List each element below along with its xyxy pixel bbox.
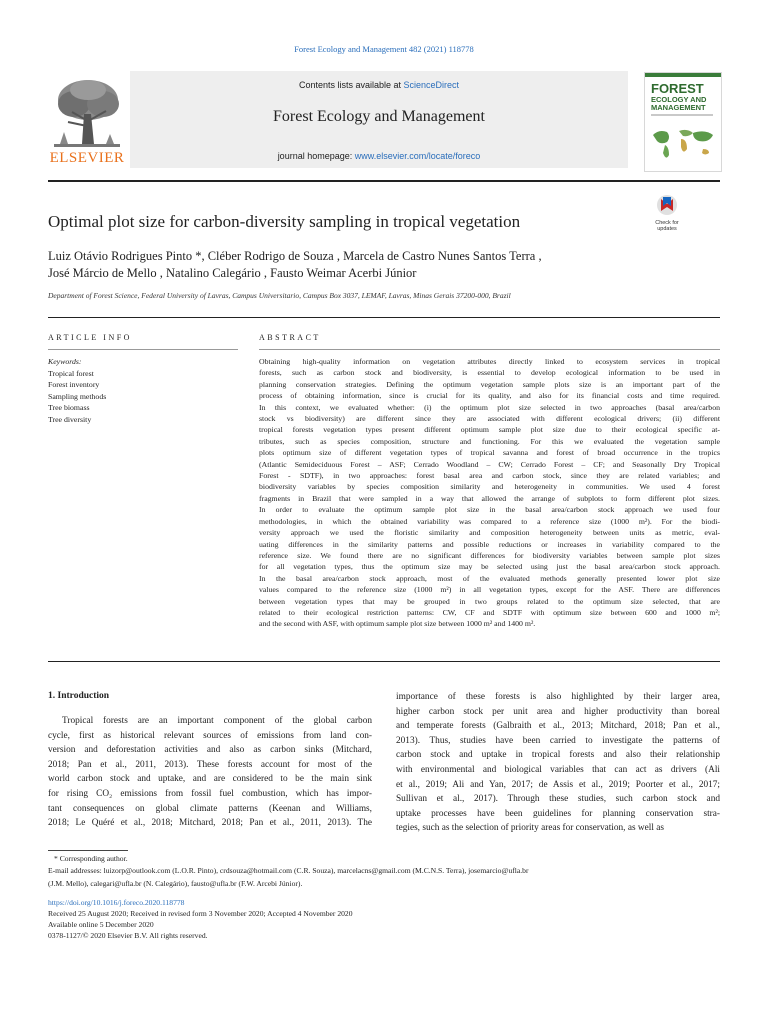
- body-line: tegies, such as the selection of priority areas for conservation, as well as: [396, 823, 664, 834]
- author-list[interactable]: José Márcio de Mello , Natalino Calegário , Fausto Weimar Acerbi Júnior: [48, 266, 417, 280]
- body-line: 2018; Pan et al., 2011, 2013). These forests account for most of the: [48, 759, 372, 770]
- body-line: 2013). Thus, studies have been carried to investigate the patterns of: [396, 735, 720, 746]
- footnote-divider: [48, 850, 128, 851]
- email-addresses[interactable]: (J.M. Mello), calegari@ufla.br (N. Calegário), fausto@ufla.br (F.W. Arcebi Júnior).: [48, 878, 303, 888]
- article-title: Optimal plot size for carbon-diversity sampling in tropical vegetation: [48, 212, 521, 231]
- available-online: Available online 5 December 2020: [48, 920, 154, 929]
- body-line: uptake processes have been guidelines for planning conservation stra-: [396, 808, 720, 819]
- abstract-line: In the basal area/carbon stock approach, most of the evaluated methods generally presented lower plot size: [259, 573, 720, 583]
- author-affiliation: Department of Forest Science, Federal University of Lavras, Campus Universitario, Campus Box 3037, LEMAF, Lavras, Minas Gerais 37200-000, Brazil: [48, 291, 511, 300]
- publication-info: [48, 897, 720, 941]
- keywords-label: Keywords:: [48, 357, 82, 366]
- body-line: higher carbon stock per unit area and higher productivity than boreal: [396, 706, 720, 717]
- abstract-text: [259, 356, 720, 630]
- abstract-line: for all vegetation types, thus the optimum size may be selected using just the basal area/carbon stock approach.: [259, 562, 720, 572]
- email-addresses[interactable]: E-mail addresses: luizorp@outlook.com (L.O.R. Pinto), crdsouza@hotmail.com (C.R. Souza), marcelacns@gmail.com (M.C.N.S. Terra), josemarcio@ufla.br: [48, 866, 529, 876]
- abstract-line: values compared to the reference size (1000 m²) in all vegetation types, except for the ASF. There are differences: [259, 585, 720, 595]
- abstract-line: In order to evaluate the optimum sample plot size in the basal area/carbon stock approach we used four: [259, 505, 720, 515]
- homepage-line: [130, 151, 628, 161]
- keywords-block: [48, 356, 238, 425]
- journal-title[interactable]: Forest Ecology and Management: [273, 108, 485, 125]
- abstract-line: stock vs biodiversity) are different since they are associated with different ecological drivers; (ii) different: [259, 414, 720, 424]
- keyword-item: Forest inventory: [48, 380, 100, 389]
- abstract-line: methodologies, in which the obtained variability was compared to a reference size (1000 m²). For the biodi-: [259, 516, 720, 526]
- body-line: 2018; Le Quéré et al., 2018; Mitchard, 2018; Pan et al., 2011, 2013). The: [48, 818, 372, 829]
- abstract-line: forests, such as carbon stock and biodiversity, is essential to develop ecological information to be used in: [259, 368, 720, 378]
- body-line: and temperate forests (Galbraith et al., 2013; Mitchard, 2018; Pan et al.,: [396, 721, 720, 732]
- abstract-line: planning conservation strategies. Defining the optimum vegetation sample plots size is an important part of the: [259, 379, 720, 389]
- body-line: version and deforestation activities and also as carbon sinks (Mitchard,: [48, 745, 372, 756]
- abstract-line: tributes, such as species composition, structure and functioning. For this we evaluated the vegetation sample: [259, 436, 720, 446]
- cover-top-stripe: [645, 73, 721, 77]
- abstract-line: biodiversity variables by species composition similarity and heterogeneity in communities. We used 4 forest: [259, 482, 720, 492]
- author-list[interactable]: Luiz Otávio Rodrigues Pinto *, Cléber Rodrigo de Souza , Marcela de Castro Nunes Santos Terra ,: [48, 249, 542, 263]
- body-line: with environmental and biological variables that can act as drivers (Ali: [396, 764, 720, 775]
- keyword-item: Sampling methods: [48, 391, 107, 401]
- sciencedirect-link[interactable]: ScienceDirect: [403, 80, 460, 90]
- elsevier-wordmark[interactable]: ELSEVIER: [49, 150, 125, 166]
- introduction-left-column: [48, 714, 372, 831]
- article-info-heading: ARTICLE INFO: [48, 333, 132, 342]
- body-line: carbon stock and uptake in tropical forests and also their relationship: [396, 750, 720, 761]
- keyword-item: Tree diversity: [48, 414, 92, 424]
- check-updates-label: updates: [657, 226, 677, 232]
- keyword-item: Tropical forest: [48, 368, 94, 378]
- article-info-rule: [48, 349, 238, 350]
- journal-homepage-link[interactable]: www.elsevier.com/locate/foreco: [354, 151, 481, 161]
- check-updates-label: Check for: [655, 220, 679, 226]
- body-line: Sullivan et al., 2017). Through these studies, such carbon stock and: [396, 794, 720, 805]
- received-dates: Received 25 August 2020; Received in revised form 3 November 2020; Accepted 4 November 2020: [48, 909, 353, 918]
- check-for-updates-icon[interactable]: [646, 192, 688, 234]
- body-line: tant consequences on global climate patterns (Keenan and Williams,: [48, 803, 372, 814]
- body-line: et al., 2019; Ali and Yan, 2017; de Assis et al., 2019; Poorter et al., 2017;: [396, 779, 720, 790]
- body-line: world carbon stock and uptake, and are considered to be the main sink: [48, 774, 372, 785]
- footnotes: [48, 853, 720, 890]
- keyword-item: Tree biomass: [48, 403, 90, 412]
- abstract-line: and the second with ASF, with optimum sample plot size between 1000 m² and 1400 m².: [259, 619, 536, 629]
- journal-citation[interactable]: Forest Ecology and Management 482 (2021) 118778: [294, 44, 474, 54]
- abstract-line: (Atlantic Semideciduous Forest – ASF; Cerrado Woodland – CW; Cerrado Forest – CF; and Seasonally Dry Tropical: [259, 459, 720, 469]
- doi-link[interactable]: https://doi.org/10.1016/j.foreco.2020.118778: [48, 898, 185, 907]
- abstract-line: versity approach we used the floristic similarity and composition heterogeneity between units as metric, eval-: [259, 528, 720, 538]
- cover-title-line: ECOLOGY AND: [651, 95, 707, 104]
- contents-line: [130, 80, 628, 90]
- copyright-notice: 0378-1127/© 2020 Elsevier B.V. All rights reserved.: [48, 931, 208, 940]
- cover-subtitle-bar: [651, 114, 713, 116]
- body-line: for rising CO₂ emissions from fossil fuel combustion, which has impor-: [48, 788, 372, 799]
- body-line: importance of these forests is also highlighted by their larger area,: [396, 692, 720, 702]
- introduction-right-column: [396, 690, 720, 836]
- abstract-end-divider: [48, 661, 720, 662]
- abstract-line: tropical forests vegetation types present different optimum sample plot size due to their ecological specific at-: [259, 425, 720, 435]
- contents-prefix: Contents lists available at: [298, 80, 404, 90]
- cover-title-line: MANAGEMENT: [651, 103, 706, 112]
- cover-title-line: FOREST: [651, 81, 704, 96]
- homepage-prefix: journal homepage:: [277, 151, 355, 161]
- body-line: cycle, first as historical relevant sources of emissions from land con-: [48, 730, 372, 741]
- abstract-line: related to their ecological restriction patterns: CW, CF and SDTF with optimum size between 600 and 1000 m²;: [259, 607, 720, 617]
- abstract-line: between vegetation types that may be grouped in two groups related to the optimum size selected, that are: [259, 596, 720, 606]
- abstract-line: Obtaining high-quality information on vegetation attributes directly linked to ecosystem services in tropical: [259, 357, 720, 366]
- section-divider: [48, 317, 720, 318]
- corresponding-author-note: * Corresponding author.: [54, 854, 128, 863]
- abstract-line: Forest - SDTF), in two approaches: forest basal area and carbon stock, since they are related variables; and: [259, 471, 720, 481]
- abstract-line: reference size. We found there are no significant differences for biodiversity variables between sample plot sizes: [259, 550, 720, 560]
- world-map-icon: [649, 123, 717, 163]
- header-divider: [48, 180, 720, 182]
- abstract-rule: [259, 349, 720, 350]
- body-line: Tropical forests are an important component of the global carbon: [62, 716, 372, 726]
- abstract-line: In this context, we evaluated whether: (i) the optimum plot size selected in two approaches (basal area/carbon: [259, 402, 720, 412]
- abstract-heading: ABSTRACT: [259, 333, 321, 342]
- abstract-line: plots optimum size of different vegetation types of tropical savanna and forest of broad occurrence in the tropics: [259, 448, 720, 458]
- journal-cover-thumbnail[interactable]: [644, 72, 722, 172]
- abstract-line: fragments in Brazil that were sampled in a way that allowed the arrange of subplots to form different plot sizes.: [259, 493, 720, 503]
- abstract-line: process of obtaining information, since is crucial for its quality, and also for its financial costs and time required.: [259, 391, 720, 401]
- abstract-line: uating differences in the similarity patterns and possible reductions or increases in variability compared to the: [259, 539, 720, 549]
- introduction-heading: 1. Introduction: [48, 691, 110, 701]
